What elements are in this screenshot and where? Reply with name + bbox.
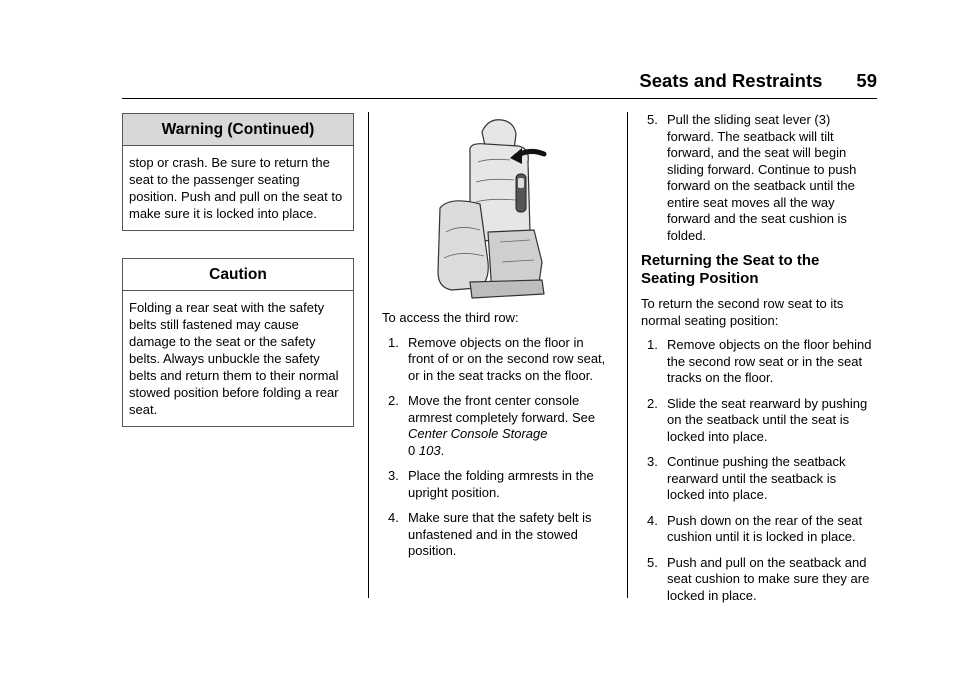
list-item [641,513,877,546]
middle-column [382,310,612,569]
list-item [641,112,877,244]
list-item [641,337,877,387]
step-text: Slide the seat rearward by pushing on the seatback until the seat is locked into place. [667,395,868,444]
fold-steps [641,112,877,244]
step-text: Push down on the rear of the seat cushion until it is locked in place. [667,512,863,544]
step-text: Push and pull on the seatback and seat cushion to make sure they are locked in place. [667,554,870,603]
return-steps [641,337,877,604]
step-text: Place the folding armrests in the upright position. [408,468,594,500]
step-number: 5. [647,112,658,127]
list-item [641,454,877,504]
list-item [382,335,612,385]
step-number: 2. [647,395,658,411]
step-number: 1. [647,337,658,352]
warning-box [122,113,354,231]
step-number: 4. [647,512,658,528]
cross-reference-link[interactable]: Center Console Storage [408,426,548,441]
list-item [382,393,612,459]
page-ref-arrow-icon: 0 [408,442,416,458]
caution-title: Caution [123,259,353,291]
section-title: Seats and Restraints [639,70,823,91]
page-number: 59 [856,70,877,91]
list-item [382,468,612,501]
page-header [122,70,877,99]
third-row-intro: To access the third row: [382,310,519,325]
list-item [641,396,877,446]
step-text: Make sure that the safety belt is unfastened and in the stowed position. [408,510,592,558]
caution-text: Folding a rear seat with the safety belts still fastened may cause damage to the seat or the safety belts. Always unbuckle the safety belts and return them to their normal stowed position before folding a rear seat. [129,300,339,417]
right-column [641,112,877,613]
step-number: 3. [647,454,658,469]
step-number: 5. [647,554,658,570]
section-heading: Returning the Seat to the Seating Position [641,252,820,287]
return-intro: To return the second row seat to its normal seating position: [641,296,844,328]
step-number: 2. [388,393,399,408]
column-divider [368,112,369,598]
step-text: Pull the sliding seat lever (3) forward. The seatback will tilt forward, and the seat will begin sliding forward. Continue to push forward on the seatback until the entire seat moves all the way forward and the seat cushion is folded. [667,112,857,243]
third-row-steps [382,335,612,560]
step-text: Move the front center console armrest completely forward. See [408,393,596,425]
list-item [382,510,612,560]
seat-folding-illustration [430,112,560,300]
step-text: Continue pushing the seatback rearward until the seatback is locked into place. [667,454,846,502]
column-divider [627,112,628,598]
step-number: 3. [388,468,399,483]
caution-box [122,258,354,427]
warning-title: Warning (Continued) [123,114,353,146]
step-number: 4. [388,510,399,525]
list-item [641,555,877,605]
step-text-end: . [440,442,445,458]
step-text: Remove objects on the floor behind the second row seat or in the seat tracks on the floor. [667,337,872,385]
step-text: Remove objects on the floor in front of or on the second row seat, or in the seat tracks on the floor. [408,334,606,383]
page-reference[interactable]: 103 [418,442,441,458]
step-number: 1. [388,334,399,350]
warning-text: stop or crash. Be sure to return the seat to the passenger seating position. Push and pull on the seat to make sure it is locked into place. [129,155,343,221]
